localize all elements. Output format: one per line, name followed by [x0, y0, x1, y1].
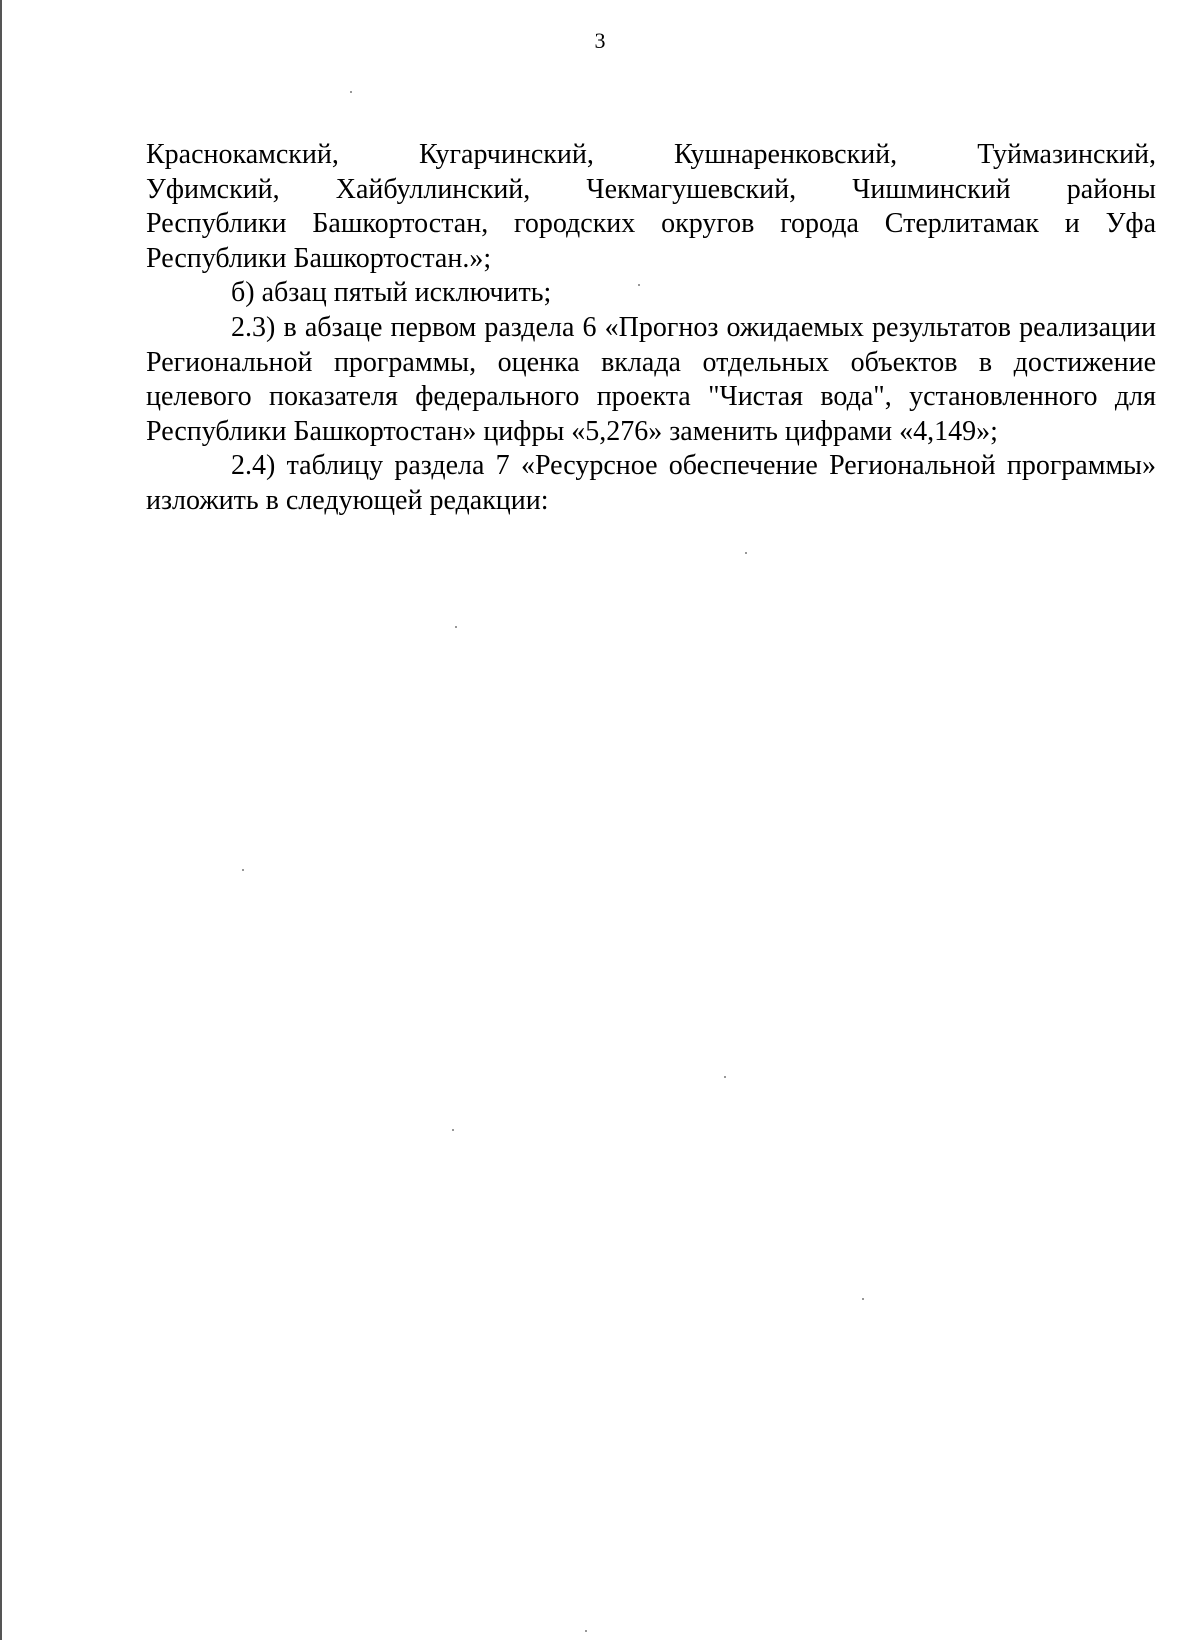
paragraph-item-2-4: 2.4) таблицу раздела 7 «Ресурсное обеспечение Региональной программы» изложить в следующей редакции:	[146, 450, 1156, 516]
scan-edge-line	[0, 0, 2, 1640]
paragraph-item-b: б) абзац пятый исключить;	[231, 277, 552, 309]
paragraph-districts-line-2: Уфимский, Хайбуллинский, Чекмагушевский, Чишминский районы	[146, 173, 1156, 205]
scan-speck	[350, 91, 352, 93]
scan-speck	[452, 1129, 454, 1131]
paragraph-item-2-3: 2.3) в абзаце первом раздела 6 «Прогноз ожидаемых результатов реализации Региональной программы, оценка вклада отдельных объектов в достижение целевого показателя федерального проекта "Чистая вода", установленного для Республики Башкортостан» цифры «5,276» заменить цифрами «4,149»;	[146, 311, 1156, 447]
scan-speck	[745, 552, 747, 554]
scan-speck	[455, 626, 457, 628]
scan-speck	[724, 1076, 726, 1078]
scan-speck	[242, 869, 244, 871]
scan-speck	[638, 284, 640, 286]
page-number: 3	[594, 28, 606, 53]
scan-speck	[585, 1630, 587, 1632]
paragraph-districts-rest: Республики Башкортостан, городских округов города Стерлитамак и Уфа Республики Башкортостан.»;	[146, 208, 1156, 274]
document-body	[146, 138, 1156, 519]
scan-speck	[862, 1298, 864, 1300]
paragraph-districts-line-1: Краснокамский, Кугарчинский, Кушнаренковский, Туймазинский,	[146, 139, 1156, 170]
